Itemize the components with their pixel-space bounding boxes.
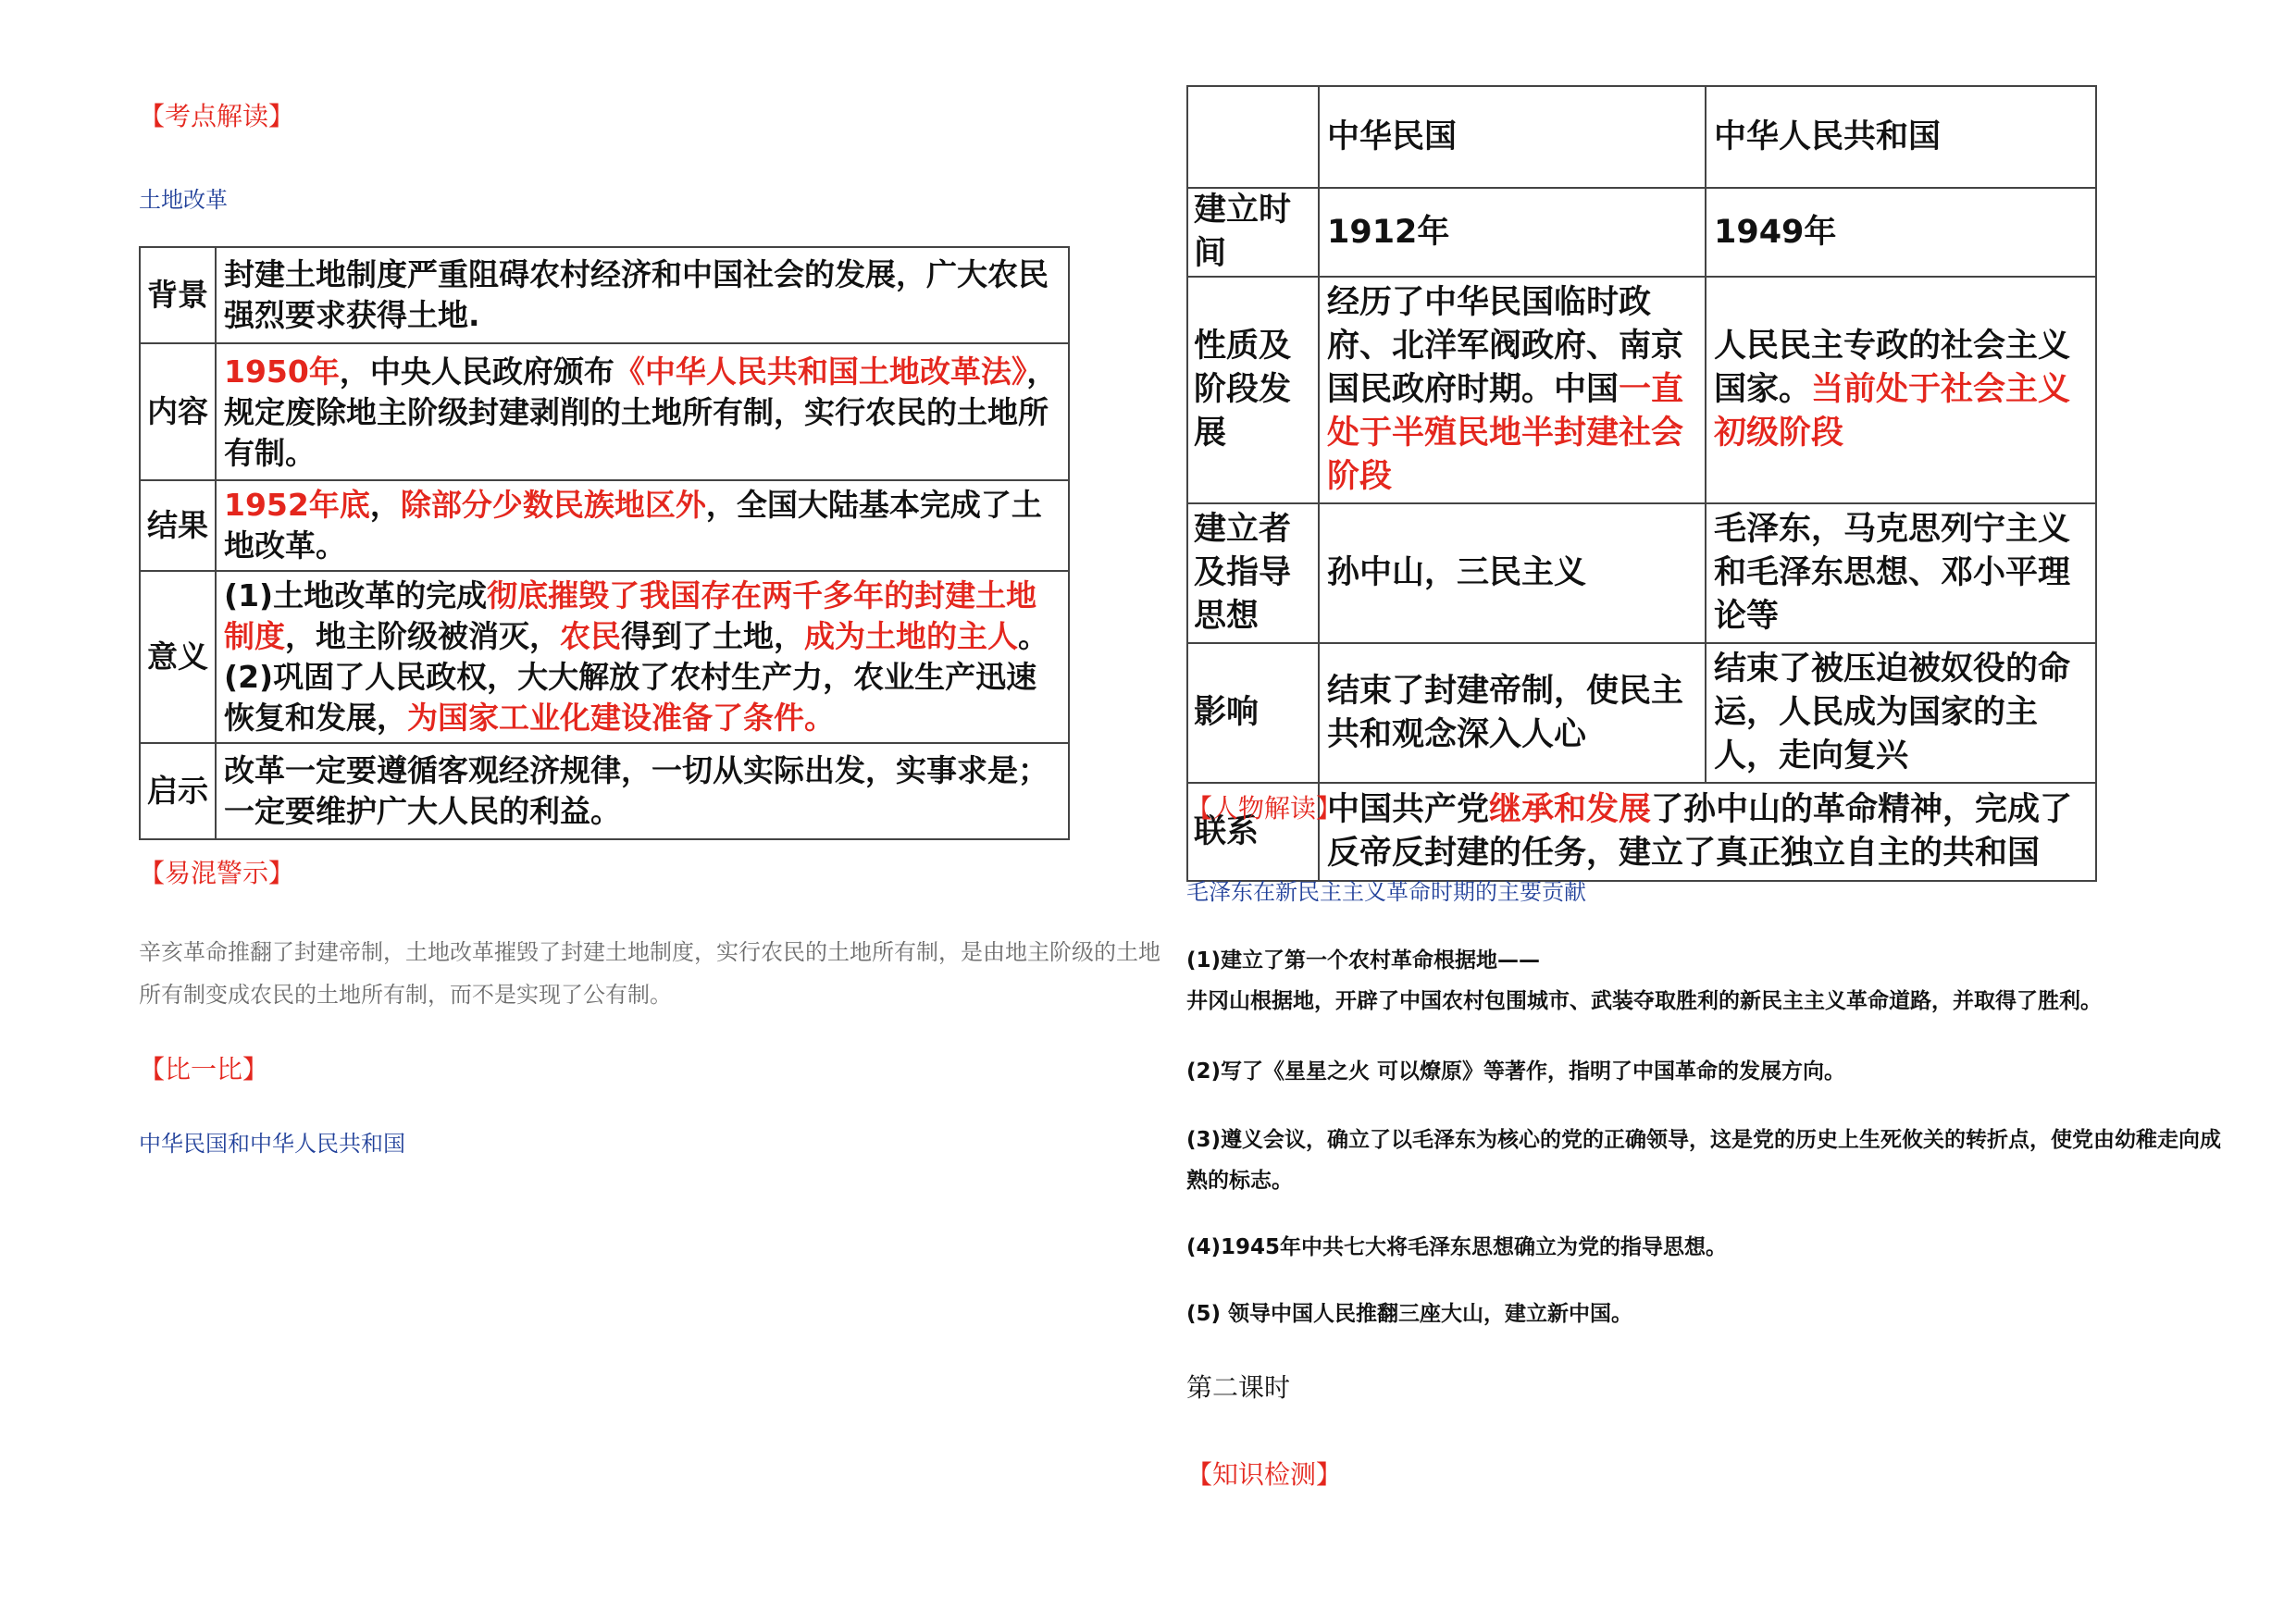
column-header: 中华人民共和国 — [1706, 86, 2096, 188]
heading-key-points: 【考点解读】 — [139, 101, 295, 131]
cell-text: ，地主阶级被消灭， — [285, 618, 560, 654]
lesson-title: 第二课时 — [1186, 1372, 1291, 1403]
contribution-item: (1)建立了第一个农村革命根据地—— 井冈山根据地，开辟了中国农村包围城市、武装夺取胜利的新民主主义革命道路，并取得了胜利。 — [1186, 948, 2102, 1013]
subheading-mao-contributions: 毛泽东在新民主主义革命时期的主要贡献 — [1186, 879, 1586, 905]
cell-prc — [1706, 503, 2096, 643]
cell-text: (1)土地改革的完成 — [224, 577, 488, 613]
cell-prc — [1706, 188, 2096, 277]
cell-text: 毛泽东，马克思列宁主义和毛泽东思想、邓小平理论等 — [1714, 511, 2071, 635]
highlight-text: 彻底摧毁了我国存在两千多年的封建土地制度 — [224, 577, 1037, 654]
column-header: 中华民国 — [1319, 86, 1706, 188]
highlight-text: 一直处于半殖民地半封建社会阶段 — [1327, 371, 1684, 495]
row-content — [216, 480, 1069, 571]
table-row — [140, 343, 1069, 480]
cell-relation — [1319, 783, 2096, 881]
row-header: 性质及阶段发展 — [1187, 277, 1319, 503]
cell-text: ，规定废除地主阶级封建剥削的土地所有制，实行农民的土地所有制。 — [224, 353, 1058, 471]
highlight-text: 1950年 — [224, 353, 340, 390]
cell-text: 得到了土地， — [621, 618, 804, 654]
highlight-text: 1952年底 — [224, 487, 370, 523]
cell-text: 1912年 — [1327, 213, 1450, 251]
country-compare-table — [1186, 85, 2097, 882]
cell-republic — [1319, 503, 1706, 643]
cell-prc — [1706, 277, 2096, 503]
row-header: 启示 — [140, 743, 216, 839]
highlight-text: 当前处于社会主义初级阶段 — [1714, 371, 2071, 452]
cell-text: 封建土地制度严重阻碍农村经济和中国社会的发展，广大农民强烈要求获得土地. — [224, 256, 1049, 333]
cell-text: 改革一定要遵循客观经济规律，一切从实际出发，实事求是； — [224, 752, 1049, 788]
cell-text: 1949年 — [1714, 213, 1837, 251]
highlight-text: 除部分少数民族地区外 — [400, 487, 706, 523]
highlight-text: 为国家工业化建设准备了条件。 — [407, 700, 835, 736]
row-content — [216, 743, 1069, 839]
cell-text: 。 — [1018, 618, 1049, 654]
heading-confusion-warning: 【易混警示】 — [139, 858, 295, 888]
cell-text: 一定要维护广大人民的利益。 — [224, 793, 621, 829]
table-row — [140, 743, 1069, 839]
highlight-text: 农民 — [560, 618, 621, 654]
cell-text: ，全国大陆基本完成了土地改革。 — [224, 487, 1042, 564]
row-header: 建立者及指导思想 — [1187, 503, 1319, 643]
cell-text: ， — [369, 487, 401, 523]
highlight-text: 《中华人民共和国土地改革法》 — [614, 353, 1027, 390]
cell-text: 了孙中山的革命精神，完成了反帝反封建的任务，建立了真正独立自主的共和国 — [1327, 791, 2073, 872]
header-empty-cell — [1187, 86, 1319, 188]
cell-text: 中国共产党 — [1327, 791, 1490, 828]
contribution-item: (5) 领导中国人民推翻三座大山，建立新中国。 — [1186, 1302, 1633, 1326]
contribution-item: (3)遵义会议，确立了以毛泽东为核心的党的正确领导，这是党的历史上生死攸关的转折点，使党由幼稚走向成熟的标志。 — [1186, 1128, 2222, 1193]
cell-text: ，中央人民政府颁布 — [339, 353, 614, 390]
table-row — [1187, 188, 2096, 277]
warning-paragraph: 辛亥革命推翻了封建帝制，土地改革摧毁了封建土地制度，实行农民的土地所有制，是由地主阶级的土地所有制变成农民的土地所有制，而不是实现了公有制。 — [139, 939, 1160, 1008]
contribution-item: (2)写了《星星之火 可以燎原》等著作，指明了中国革命的发展方向。 — [1186, 1059, 1846, 1084]
heading-knowledge-check: 【知识检测】 — [1186, 1459, 1343, 1490]
row-content — [216, 247, 1069, 343]
heading-figure-analysis: 【人物解读】 — [1186, 793, 1343, 824]
row-header: 意义 — [140, 571, 216, 743]
cell-republic — [1319, 643, 1706, 783]
table-header-row — [1187, 86, 2096, 188]
row-header: 内容 — [140, 343, 216, 480]
subheading-compare: 中华民国和中华人民共和国 — [139, 1131, 405, 1157]
row-content — [216, 571, 1069, 743]
row-header: 联系 — [1187, 783, 1319, 881]
table-row — [140, 480, 1069, 571]
cell-text: 孙中山，三民主义 — [1327, 554, 1587, 591]
table-row — [1187, 277, 2096, 503]
row-header: 建立时间 — [1187, 188, 1319, 277]
highlight-text: 继承和发展 — [1489, 791, 1652, 828]
row-header: 结果 — [140, 480, 216, 571]
row-content — [216, 343, 1069, 480]
row-header: 影响 — [1187, 643, 1319, 783]
cell-republic — [1319, 277, 1706, 503]
table-row — [1187, 643, 2096, 783]
cell-republic — [1319, 188, 1706, 277]
contribution-item: (4)1945年中共七大将毛泽东思想确立为党的指导思想。 — [1186, 1235, 1728, 1259]
cell-text: 经历了中华民国临时政府、北洋军阀政府、南京国民政府时期。中国 — [1327, 284, 1684, 408]
table-row — [140, 571, 1069, 743]
heading-compare: 【比一比】 — [139, 1054, 269, 1084]
cell-text: 结束了封建帝制，使民主共和观念深入人心 — [1327, 672, 1684, 753]
table-row — [1187, 503, 2096, 643]
cell-text: (2)巩固了人民政权，大大解放了农村生产力，农业生产迅速恢复和发展， — [224, 659, 1037, 736]
row-header: 背景 — [140, 247, 216, 343]
cell-text: 结束了被压迫被奴役的命运，人民成为国家的主人，走向复兴 — [1714, 650, 2071, 774]
highlight-text: 成为土地的主人 — [804, 618, 1018, 654]
cell-prc — [1706, 643, 2096, 783]
subheading-land-reform: 土地改革 — [139, 187, 228, 213]
cell-text: 人民民主专政的社会主义国家。 — [1714, 328, 2071, 408]
table-row — [140, 247, 1069, 343]
land-reform-table — [139, 246, 1070, 840]
